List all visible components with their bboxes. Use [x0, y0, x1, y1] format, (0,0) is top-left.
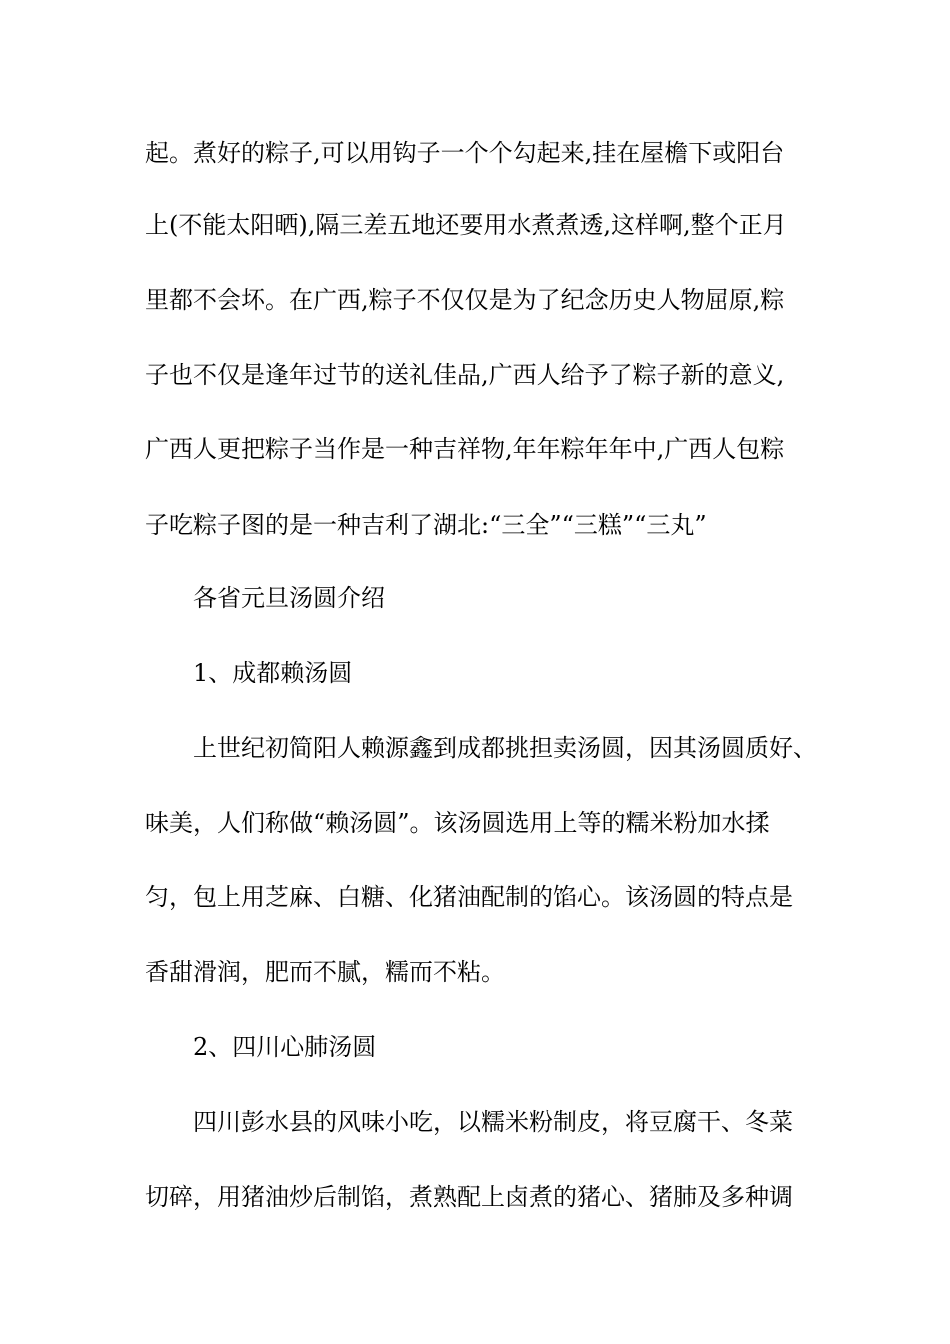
paragraph-line: 上世纪初简阳人赖源鑫到成都挑担卖汤圆，因其汤圆质好、 — [193, 734, 817, 762]
paragraph-line: 子吃粽子图的是一种吉利了湖北:“三全”“三糕”“三丸” — [145, 511, 707, 539]
paragraph-line: 里都不会坏。在广西,粽子不仅仅是为了纪念历史人物屈原,粽 — [145, 286, 785, 314]
section-heading: 各省元旦汤圆介绍 — [193, 584, 385, 612]
subsection-heading: 2、四川心肺汤圆 — [193, 1033, 377, 1061]
paragraph-line: 广西人更把粽子当作是一种吉祥物,年年粽年年中,广西人包粽 — [145, 435, 785, 463]
paragraph-line: 四川彭水县的风味小吃，以糯米粉制皮，将豆腐干、冬菜 — [193, 1108, 793, 1136]
paragraph-line: 匀，包上用芝麻、白糖、化猪油配制的馅心。该汤圆的特点是 — [145, 883, 793, 911]
subsection-heading: 1、成都赖汤圆 — [193, 659, 353, 687]
paragraph-line: 子也不仅是逢年过节的送礼佳品,广西人给予了粽子新的意义, — [145, 361, 785, 389]
paragraph-line: 上(不能太阳晒),隔三差五地还要用水煮煮透,这样啊,整个正月 — [145, 211, 787, 239]
paragraph-line: 香甜滑润，肥而不腻，糯而不粘。 — [145, 958, 505, 986]
paragraph-line: 起。煮好的粽子,可以用钩子一个个勾起来,挂在屋檐下或阳台 — [145, 139, 785, 167]
paragraph-line: 味美，人们称做“赖汤圆”。该汤圆选用上等的糯米粉加水揉 — [145, 809, 770, 837]
paragraph-line: 切碎，用猪油炒后制馅，煮熟配上卤煮的猪心、猪肺及多种调 — [145, 1183, 793, 1211]
